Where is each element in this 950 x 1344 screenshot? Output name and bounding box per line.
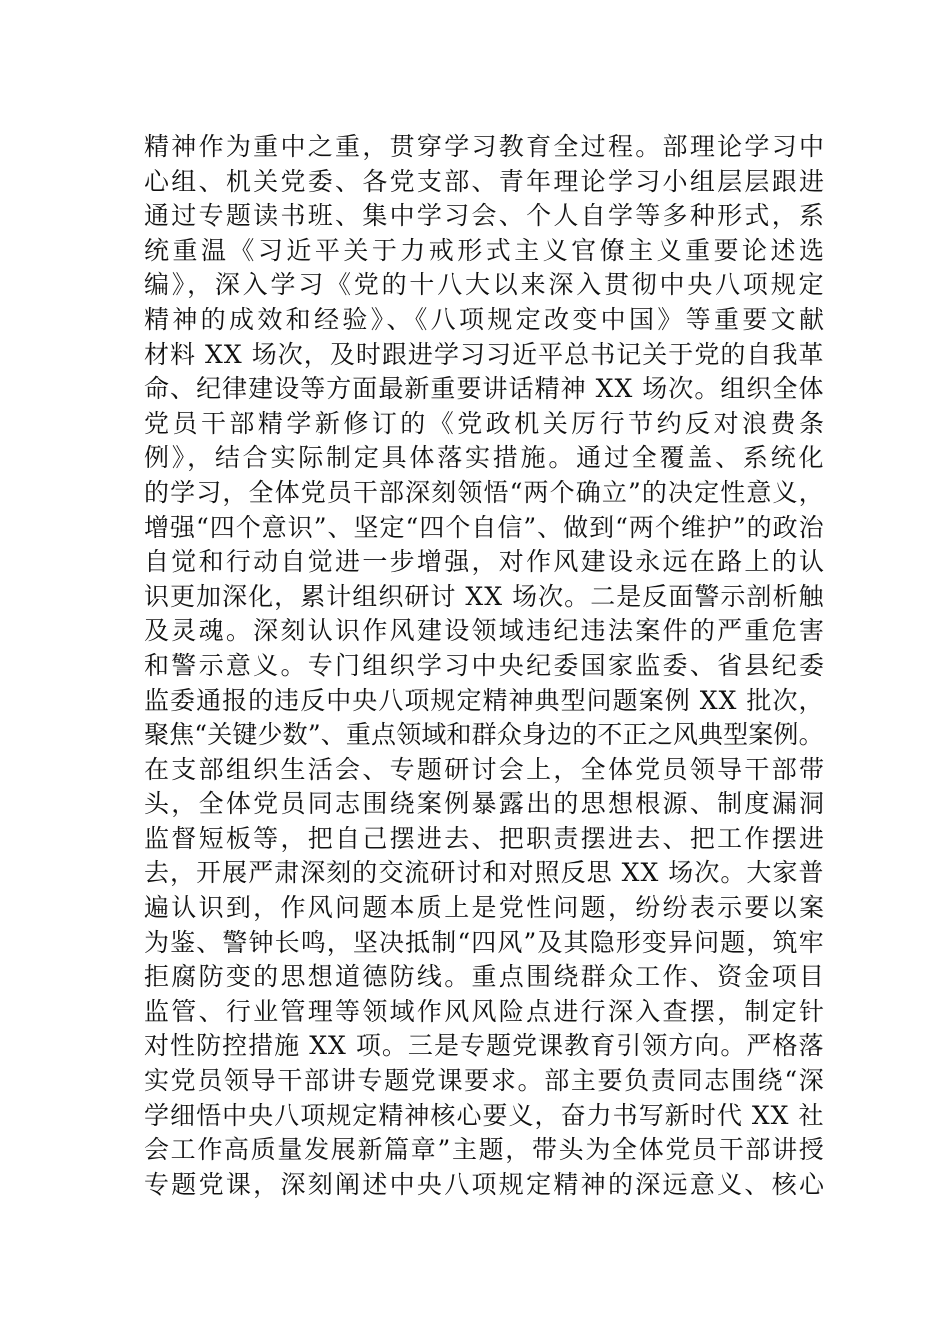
text-line: 去，开展严肃深刻的交流研讨和对照反思 XX 场次。大家普 — [144, 858, 825, 888]
text-line: 的学习，全体党员干部深刻领悟“两个确立”的决定性意义， — [144, 477, 825, 507]
text-line: 为鉴、警钟长鸣，坚决抵制“四风”及其隐形变异问题，筑牢 — [144, 927, 825, 957]
text-line: 拒腐防变的思想道德防线。重点围绕群众工作、资金项目 — [144, 962, 827, 992]
text-line: 精神作为重中之重，贯穿学习教育全过程。部理论学习中 — [144, 132, 827, 161]
text-line: 遍认识到，作风问题本质上是党性问题，纷纷表示要以案 — [144, 893, 827, 923]
text-line: 例》，结合实际制定具体落实措施。通过全覆盖、系统化 — [144, 443, 827, 473]
text-line: 监督短板等，把自己摆进去、把职责摆进去、把工作摆进 — [144, 823, 827, 853]
text-line: 命、纪律建设等方面最新重要讲话精神 XX 场次。组织全体 — [144, 374, 825, 404]
text-line: 及灵魂。深刻认识作风建设领域违纪违法案件的严重危害 — [144, 616, 827, 646]
text-line: 专题党课，深刻阐述中央八项规定精神的深远意义、核心 — [144, 1169, 827, 1199]
text-line: 心组、机关党委、各党支部、青年理论学习小组层层跟进 — [144, 166, 827, 196]
text-line: 识更加深化，累计组织研讨 XX 场次。二是反面警示剖析触 — [144, 581, 825, 611]
text-line: 通过专题读书班、集中学习会、个人自学等多种形式，系 — [144, 201, 827, 231]
text-line: 材料 XX 场次，及时跟进学习习近平总书记关于党的自我革 — [144, 339, 825, 369]
text-line: 实党员领导干部讲专题党课要求。部主要负责同志围绕“深 — [144, 1066, 826, 1096]
text-line: 党员干部精学新修订的《党政机关厉行节约反对浪费条 — [144, 408, 828, 438]
text-line: 自觉和行动自觉进一步增强，对作风建设永远在路上的认 — [144, 547, 827, 577]
text-line: 对性防控措施 XX 项。三是专题党课教育引领方向。严格落 — [144, 1031, 825, 1061]
text-line: 聚焦“关键少数”、重点领域和群众身边的不正之风典型案例。 — [144, 720, 824, 750]
text-line: 增强“四个意识”、坚定“四个自信”、做到“两个维护”的政治 — [144, 512, 825, 542]
text-line: 监委通报的违反中央八项规定精神典型问题案例 XX 批次， — [144, 685, 825, 715]
text-line: 编》，深入学习《党的十八大以来深入贯彻中央八项规定 — [144, 270, 827, 300]
text-line: 在支部组织生活会、专题研讨会上，全体党员领导干部带 — [144, 754, 827, 784]
body-text — [144, 130, 828, 1202]
text-line: 学细悟中央八项规定精神核心要义，奋力书写新时代 XX 社 — [144, 1100, 825, 1130]
text-line: 监管、行业管理等领域作风风险点进行深入查摆，制定针 — [144, 996, 827, 1026]
text-line: 会工作高质量发展新篇章”主题，带头为全体党员干部讲授 — [144, 1135, 826, 1165]
text-line: 头，全体党员同志围绕案例暴露出的思想根源、制度漏洞 — [144, 789, 827, 819]
text-line: 和警示意义。专门组织学习中央纪委国家监委、省县纪委 — [144, 650, 827, 680]
text-line: 精神的成效和经验》、《八项规定改变中国》等重要文献 — [144, 304, 828, 334]
text-line: 统重温《习近平关于力戒形式主义官僚主义重要论述选 — [144, 235, 828, 265]
